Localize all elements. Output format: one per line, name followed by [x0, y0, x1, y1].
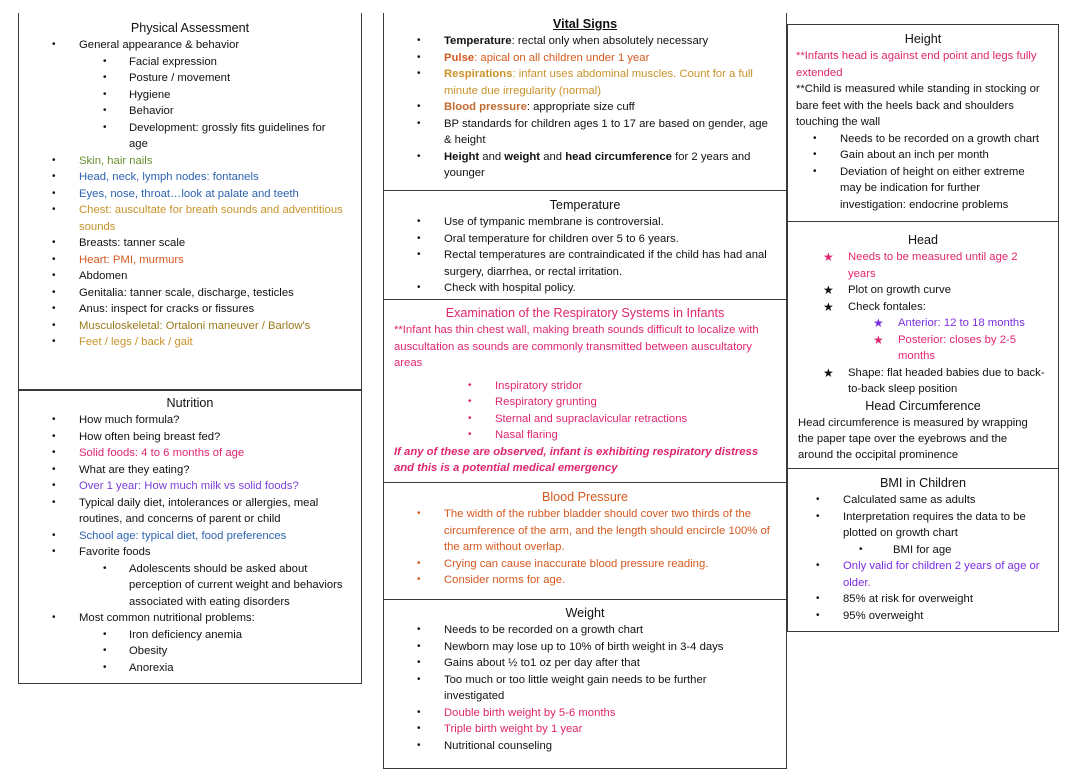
list-item: • Adolescents should be asked about perception of current weight and behaviors associated with eating disorders: [19, 561, 361, 611]
list-item: • Only valid for children 2 years of age or older.: [783, 558, 1058, 591]
star-icon: ★: [873, 332, 884, 347]
weight-panel: [383, 599, 787, 769]
list-item: • BP standards for children ages 1 to 17 are based on gender, age & height: [384, 116, 786, 149]
list-item: • Chest: auscultate for breath sounds and adventitious sounds: [19, 202, 361, 235]
star-icon: ★: [823, 250, 834, 264]
list-item: ★ Check fontales:: [823, 299, 926, 314]
list-item: • Triple birth weight by 1 year: [384, 721, 786, 738]
list-item: • Iron deficiency anemia: [19, 627, 361, 644]
list-item: • Gains about ½ to1 oz per day after that: [384, 655, 786, 672]
list-item: • Interpretation requires the data to be plotted on growth chart • BMI for age: [783, 509, 1058, 559]
list-item: • Check with hospital policy.: [384, 280, 786, 297]
height-note-child: **Child is measured while standing in stocking or bare feet with the heels back and shoulders touching the wall: [796, 83, 1040, 128]
nutrition-panel: [18, 389, 362, 684]
list-item: • Facial expression: [19, 54, 361, 71]
list-item: • 95% overweight: [783, 608, 1058, 625]
respiratory-title: Examination of the Respiratory Systems in Infants: [445, 306, 725, 320]
list-item: • Respirations: infant uses abdominal muscles. Count for a full minute due irregularity (normal): [384, 66, 786, 99]
list-item: • Use of tympanic membrane is controversial.: [384, 214, 786, 231]
list-item: ★ Anterior: 12 to 18 months: [873, 316, 1025, 330]
list-item: • Respiratory grunting: [384, 394, 786, 411]
physical-assessment-title: Physical Assessment: [130, 21, 250, 35]
head-circumference-title: Head Circumference: [865, 398, 981, 413]
list-item: • Heart: PMI, murmurs: [19, 252, 361, 269]
list-item: • Height and weight and head circumference for 2 years and younger: [384, 149, 786, 182]
blood-pressure-panel: [383, 482, 787, 600]
list-item: • Typical daily diet, intolerances or allergies, meal routines, and concerns of parent or child: [19, 495, 361, 528]
list-item: • How much formula?: [19, 412, 361, 429]
nutrition-title: Nutrition: [166, 396, 214, 410]
height-note-infant: **Infants head is against end point and legs fully extended: [796, 50, 1037, 79]
list-item: • Obesity: [19, 643, 361, 660]
list-item: • Gain about an inch per month: [780, 147, 1058, 164]
temperature-title: Temperature: [549, 198, 621, 212]
list-item: • Favorite foods • Adolescents should be asked about perception of current weight and behaviors associated with eating disorders: [19, 544, 361, 610]
list-item: • Nasal flaring: [384, 427, 786, 444]
list-item: • Solid foods: 4 to 6 months of age: [19, 445, 361, 462]
list-item: • The width of the rubber bladder should cover two thirds of the circumference of the arm, and the length should encircle 100% of the arm without overlap.: [384, 506, 786, 556]
blood-pressure-title: Blood Pressure: [541, 490, 629, 504]
list-item: • Breasts: tanner scale: [19, 235, 361, 252]
list-item: • Blood pressure: appropriate size cuff: [384, 99, 786, 116]
star-icon: ★: [873, 316, 884, 330]
list-item: • What are they eating?: [19, 462, 361, 479]
list-item: • Development: grossly fits guidelines for age: [19, 120, 361, 153]
list-item: • How often being breast fed?: [19, 429, 361, 446]
list-item: • Sternal and supraclavicular retractions: [384, 411, 786, 428]
head-title: Head: [907, 233, 939, 247]
head-circumference-text: Head circumference is measured by wrapping the paper tape over the eyebrows and the around the occipital prominence: [798, 416, 1028, 461]
temperature-panel: [383, 190, 787, 300]
vital-signs-panel: [383, 13, 787, 191]
list-item: • Crying can cause inaccurate blood pressure reading.: [384, 556, 786, 573]
list-item: • Anorexia: [19, 660, 361, 677]
list-item: • Newborn may lose up to 10% of birth weight in 3-4 days: [384, 639, 786, 656]
list-item: • Needs to be recorded on a growth chart: [384, 622, 786, 639]
list-item: ★ Shape: flat headed babies due to back-to-back sleep position: [823, 365, 1045, 395]
list-item: • General appearance & behavior • Facial expression • Posture / movement • Hygiene • Behavior • Development: grossly fits guidelines for age: [19, 37, 361, 153]
list-item: • Consider norms for age.: [384, 572, 786, 589]
list-item: • Feet / legs / back / gait: [19, 334, 361, 351]
bmi-title: BMI in Children: [879, 476, 967, 490]
list-item: • Musculoskeletal: Ortaloni maneuver / Barlow's: [19, 318, 361, 335]
list-item: • Skin, hair nails: [19, 153, 361, 170]
list-item: • Double birth weight by 5-6 months: [384, 705, 786, 722]
list-item: • Most common nutritional problems: • Iron deficiency anemia • Obesity • Anorexia: [19, 610, 361, 676]
weight-title: Weight: [565, 606, 605, 620]
list-item: • Rectal temperatures are contraindicated if the child has had anal surgery, diarrhea, or rectal irritation.: [384, 247, 786, 280]
list-item: • Hygiene: [19, 87, 361, 104]
list-item: • Nutritional counseling: [384, 738, 786, 755]
list-item: • Pulse: apical on all children under 1 year: [384, 50, 786, 67]
head-panel: [787, 221, 1059, 469]
list-item: • Deviation of height on either extreme may be indication for further investigation: endocrine problems: [780, 164, 1058, 214]
height-panel: [787, 24, 1059, 222]
respiratory-panel: [383, 299, 787, 483]
star-icon: ★: [823, 299, 834, 314]
list-item: • School age: typical diet, food preferences: [19, 528, 361, 545]
list-item: • Calculated same as adults: [783, 492, 1058, 509]
respiratory-warning: If any of these are observed, infant is exhibiting respiratory distress and this is a potential medical emergency: [394, 445, 759, 474]
list-item: • Eyes, nose, throat…look at palate and teeth: [19, 186, 361, 203]
list-item: • BMI for age: [783, 542, 1044, 559]
vital-signs-title: Vital Signs: [552, 17, 618, 31]
star-icon: ★: [823, 365, 834, 380]
list-item: • Behavior: [19, 103, 361, 120]
list-item: • Abdomen: [19, 268, 361, 285]
list-item: ★ Needs to be measured until age 2 years: [823, 250, 1018, 280]
list-item: • Anus: inspect for cracks or fissures: [19, 301, 361, 318]
respiratory-note: **Infant has thin chest wall, making breath sounds difficult to localize with auscultation as sounds are commonly transmitted between auscultatory areas: [394, 324, 759, 369]
list-item: • Oral temperature for children over 5 to 6 years.: [384, 231, 786, 248]
list-item: ★ Posterior: closes by 2-5 months: [873, 332, 1017, 362]
star-icon: ★: [823, 283, 834, 297]
list-item: • Over 1 year: How much milk vs solid foods?: [19, 478, 361, 495]
list-item: • Posture / movement: [19, 70, 361, 87]
list-item: • Head, neck, lymph nodes: fontanels: [19, 169, 361, 186]
list-item: • Genitalia: tanner scale, discharge, testicles: [19, 285, 361, 302]
physical-assessment-panel: [18, 13, 362, 391]
list-item: • Needs to be recorded on a growth chart: [780, 131, 1058, 148]
list-item: • Inspiratory stridor: [384, 378, 786, 395]
bmi-panel: [787, 468, 1059, 632]
height-title: Height: [904, 32, 942, 46]
list-item: • 85% at risk for overweight: [783, 591, 1058, 608]
list-item: ★ Plot on growth curve: [823, 283, 951, 297]
list-item: • Temperature: rectal only when absolutely necessary: [384, 33, 786, 50]
list-item: • Too much or too little weight gain needs to be further investigated: [384, 672, 786, 705]
